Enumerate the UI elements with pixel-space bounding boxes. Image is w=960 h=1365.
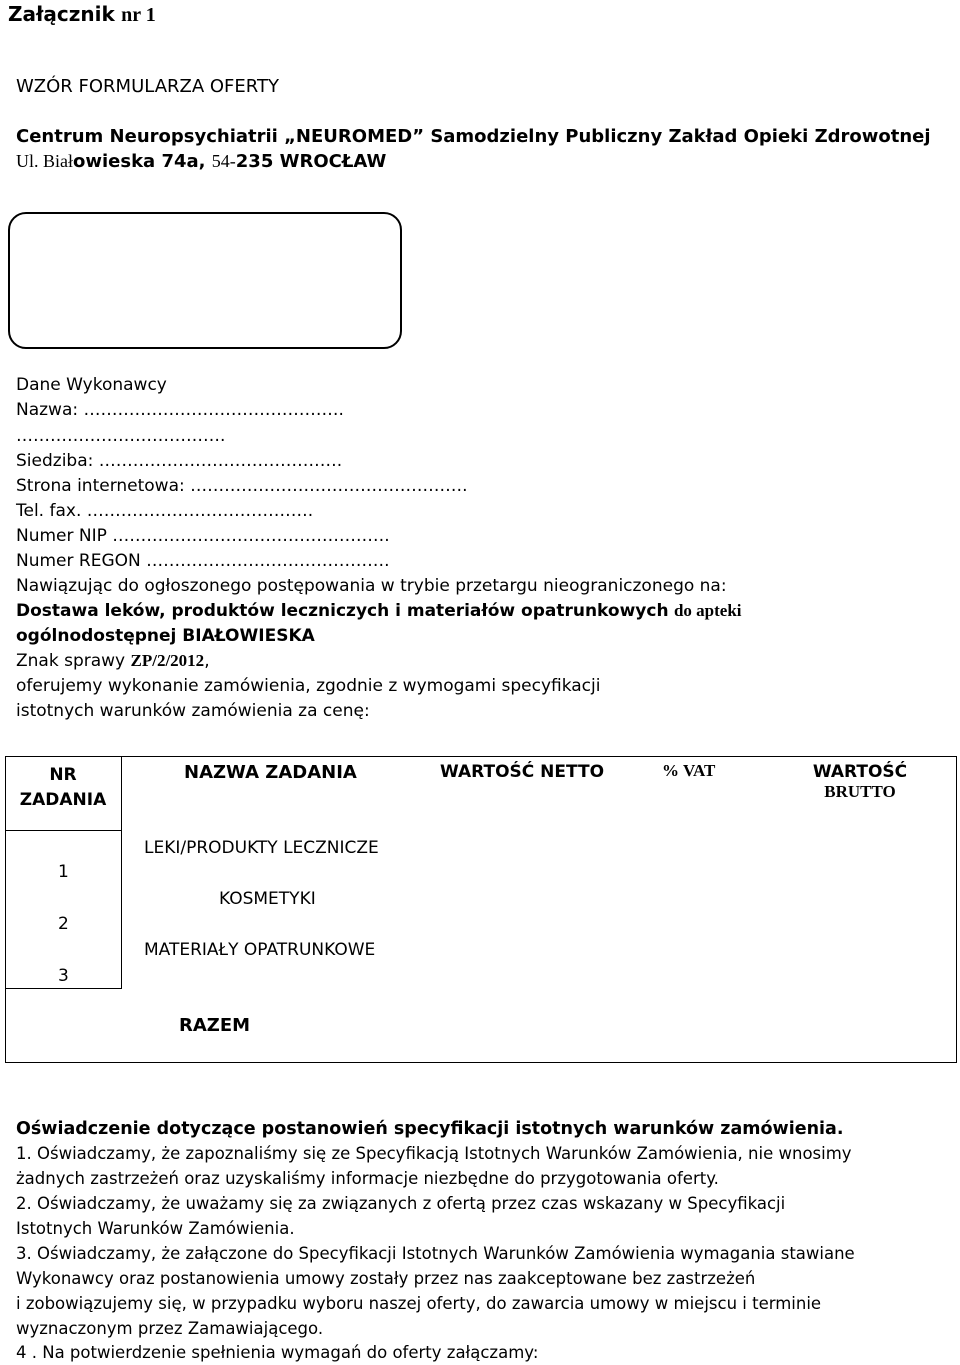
table-rows-divider: [5, 988, 122, 989]
declaration-line: żadnych zastrzeżeń oraz uzyskaliśmy informacje niezbędne do przygotowania oferty.: [16, 1169, 719, 1188]
case-number: ZP/2/2012: [130, 651, 205, 670]
header-nr-line2: ZADANIA: [19, 790, 107, 810]
header-task-name: NAZWA ZADANIA: [184, 762, 357, 783]
declaration-line: 4 . Na potwierdzenie spełnienia wymagań do oferty załączamy:: [16, 1343, 539, 1362]
table-header-divider: [5, 830, 122, 831]
header-nr-zadania: [5, 763, 121, 813]
contractor-nip-field: Numer NIP ………………………………………….: [16, 526, 390, 546]
contractor-telfax-field: Tel. fax. ………………………………….: [16, 501, 314, 521]
tender-subject-serif: do apteki: [673, 601, 742, 620]
offer-line-2: istotnych warunków zamówienia za cenę:: [16, 701, 370, 721]
row-1-nr: 1: [58, 862, 69, 882]
header-nr-line1: NR: [49, 765, 77, 785]
attachment-prefix: Załącznik: [8, 2, 115, 26]
tender-intro: Nawiązując do ogłoszonego postępowania w trybie przetargu nieograniczonego na:: [16, 576, 727, 596]
table-column-divider: [121, 756, 122, 989]
address-city: 235 WROCŁAW: [235, 151, 387, 172]
row-1-name: LEKI/PRODUKTY LECZNICZE: [144, 838, 379, 858]
contractor-seat-field: Siedziba: …………………………………….: [16, 451, 343, 471]
declaration-line: Wykonawcy oraz postanowienia umowy zostały przez nas zaakceptowane bez zastrzeżeń: [16, 1269, 756, 1288]
table-border-bottom: [5, 1062, 957, 1063]
declaration-line: i zobowiązujemy się, w przypadku wyboru naszej oferty, do zawarcia umowy w miejscu i terminie: [16, 1294, 822, 1313]
header-net-value: WARTOŚĆ NETTO: [440, 762, 605, 782]
declaration-line: 1. Oświadczamy, że zapoznaliśmy się ze Specyfikacją Istotnych Warunków Zamówienia, nie wnosimy: [16, 1144, 852, 1163]
declaration-line: 2. Oświadczamy, że uważamy się za związanych z ofertą przez czas wskazany w Specyfikacji: [16, 1194, 786, 1213]
form-title: WZÓR FORMULARZA OFERTY: [16, 76, 279, 97]
row-3-name: MATERIAŁY OPATRUNKOWE: [144, 940, 376, 960]
declaration-line: 3. Oświadczamy, że załączone do Specyfikacji Istotnych Warunków Zamówienia wymagania stawiane: [16, 1244, 855, 1263]
table-border-right: [956, 756, 957, 1063]
declarations-heading: Oświadczenie dotyczące postanowień specyfikacji istotnych warunków zamówienia.: [16, 1119, 844, 1139]
tender-subject: [16, 601, 742, 621]
case-suffix: ,: [204, 651, 210, 671]
address-rest: owieska 74a,: [73, 151, 212, 172]
attachment-number: nr 1: [121, 4, 156, 26]
tender-subject-bold: Dostawa leków, produktów leczniczych i materiałów opatrunkowych: [16, 601, 669, 621]
table-border-top: [5, 756, 957, 757]
offer-line-1: oferujemy wykonanie zamówienia, zgodnie z wymogami specyfikacji: [16, 676, 601, 696]
contractor-name-continuation: ……………………………….: [16, 426, 226, 446]
declaration-line: Istotnych Warunków Zamówienia.: [16, 1219, 295, 1238]
contractor-heading: Dane Wykonawcy: [16, 375, 167, 395]
header-gross-value: [800, 762, 920, 802]
row-2-name: KOSMETYKI: [219, 889, 316, 909]
contractor-regon-field: Numer REGON …………………………………….: [16, 551, 390, 571]
declaration-line: wyznaczonym przez Zamawiającego.: [16, 1319, 324, 1338]
case-number-line: [16, 651, 210, 671]
address-postal: 54-: [211, 151, 236, 171]
total-label: RAZEM: [179, 1015, 251, 1036]
institution-address: [16, 151, 386, 172]
row-2-nr: 2: [58, 914, 69, 934]
header-vat: % VAT: [662, 761, 716, 780]
address-prefix: Ul. Biał: [16, 151, 73, 171]
row-3-nr: 3: [58, 966, 69, 986]
contractor-stamp-box: [8, 212, 402, 349]
contractor-name-field: Nazwa: ……………………………………….: [16, 400, 344, 420]
tender-subject-line2: ogólnodostępnej BIAŁOWIESKA: [16, 626, 315, 646]
institution-name: Centrum Neuropsychiatrii „NEUROMED” Samodzielny Publiczny Zakład Opieki Zdrowotnej: [16, 126, 931, 147]
header-gross-line1: WARTOŚĆ: [812, 762, 908, 782]
attachment-label: [8, 2, 156, 27]
contractor-website-field: Strona internetowa: ………………………………………….: [16, 476, 468, 496]
header-gross-line2: BRUTTO: [824, 782, 896, 801]
case-label: Znak sprawy: [16, 651, 126, 671]
